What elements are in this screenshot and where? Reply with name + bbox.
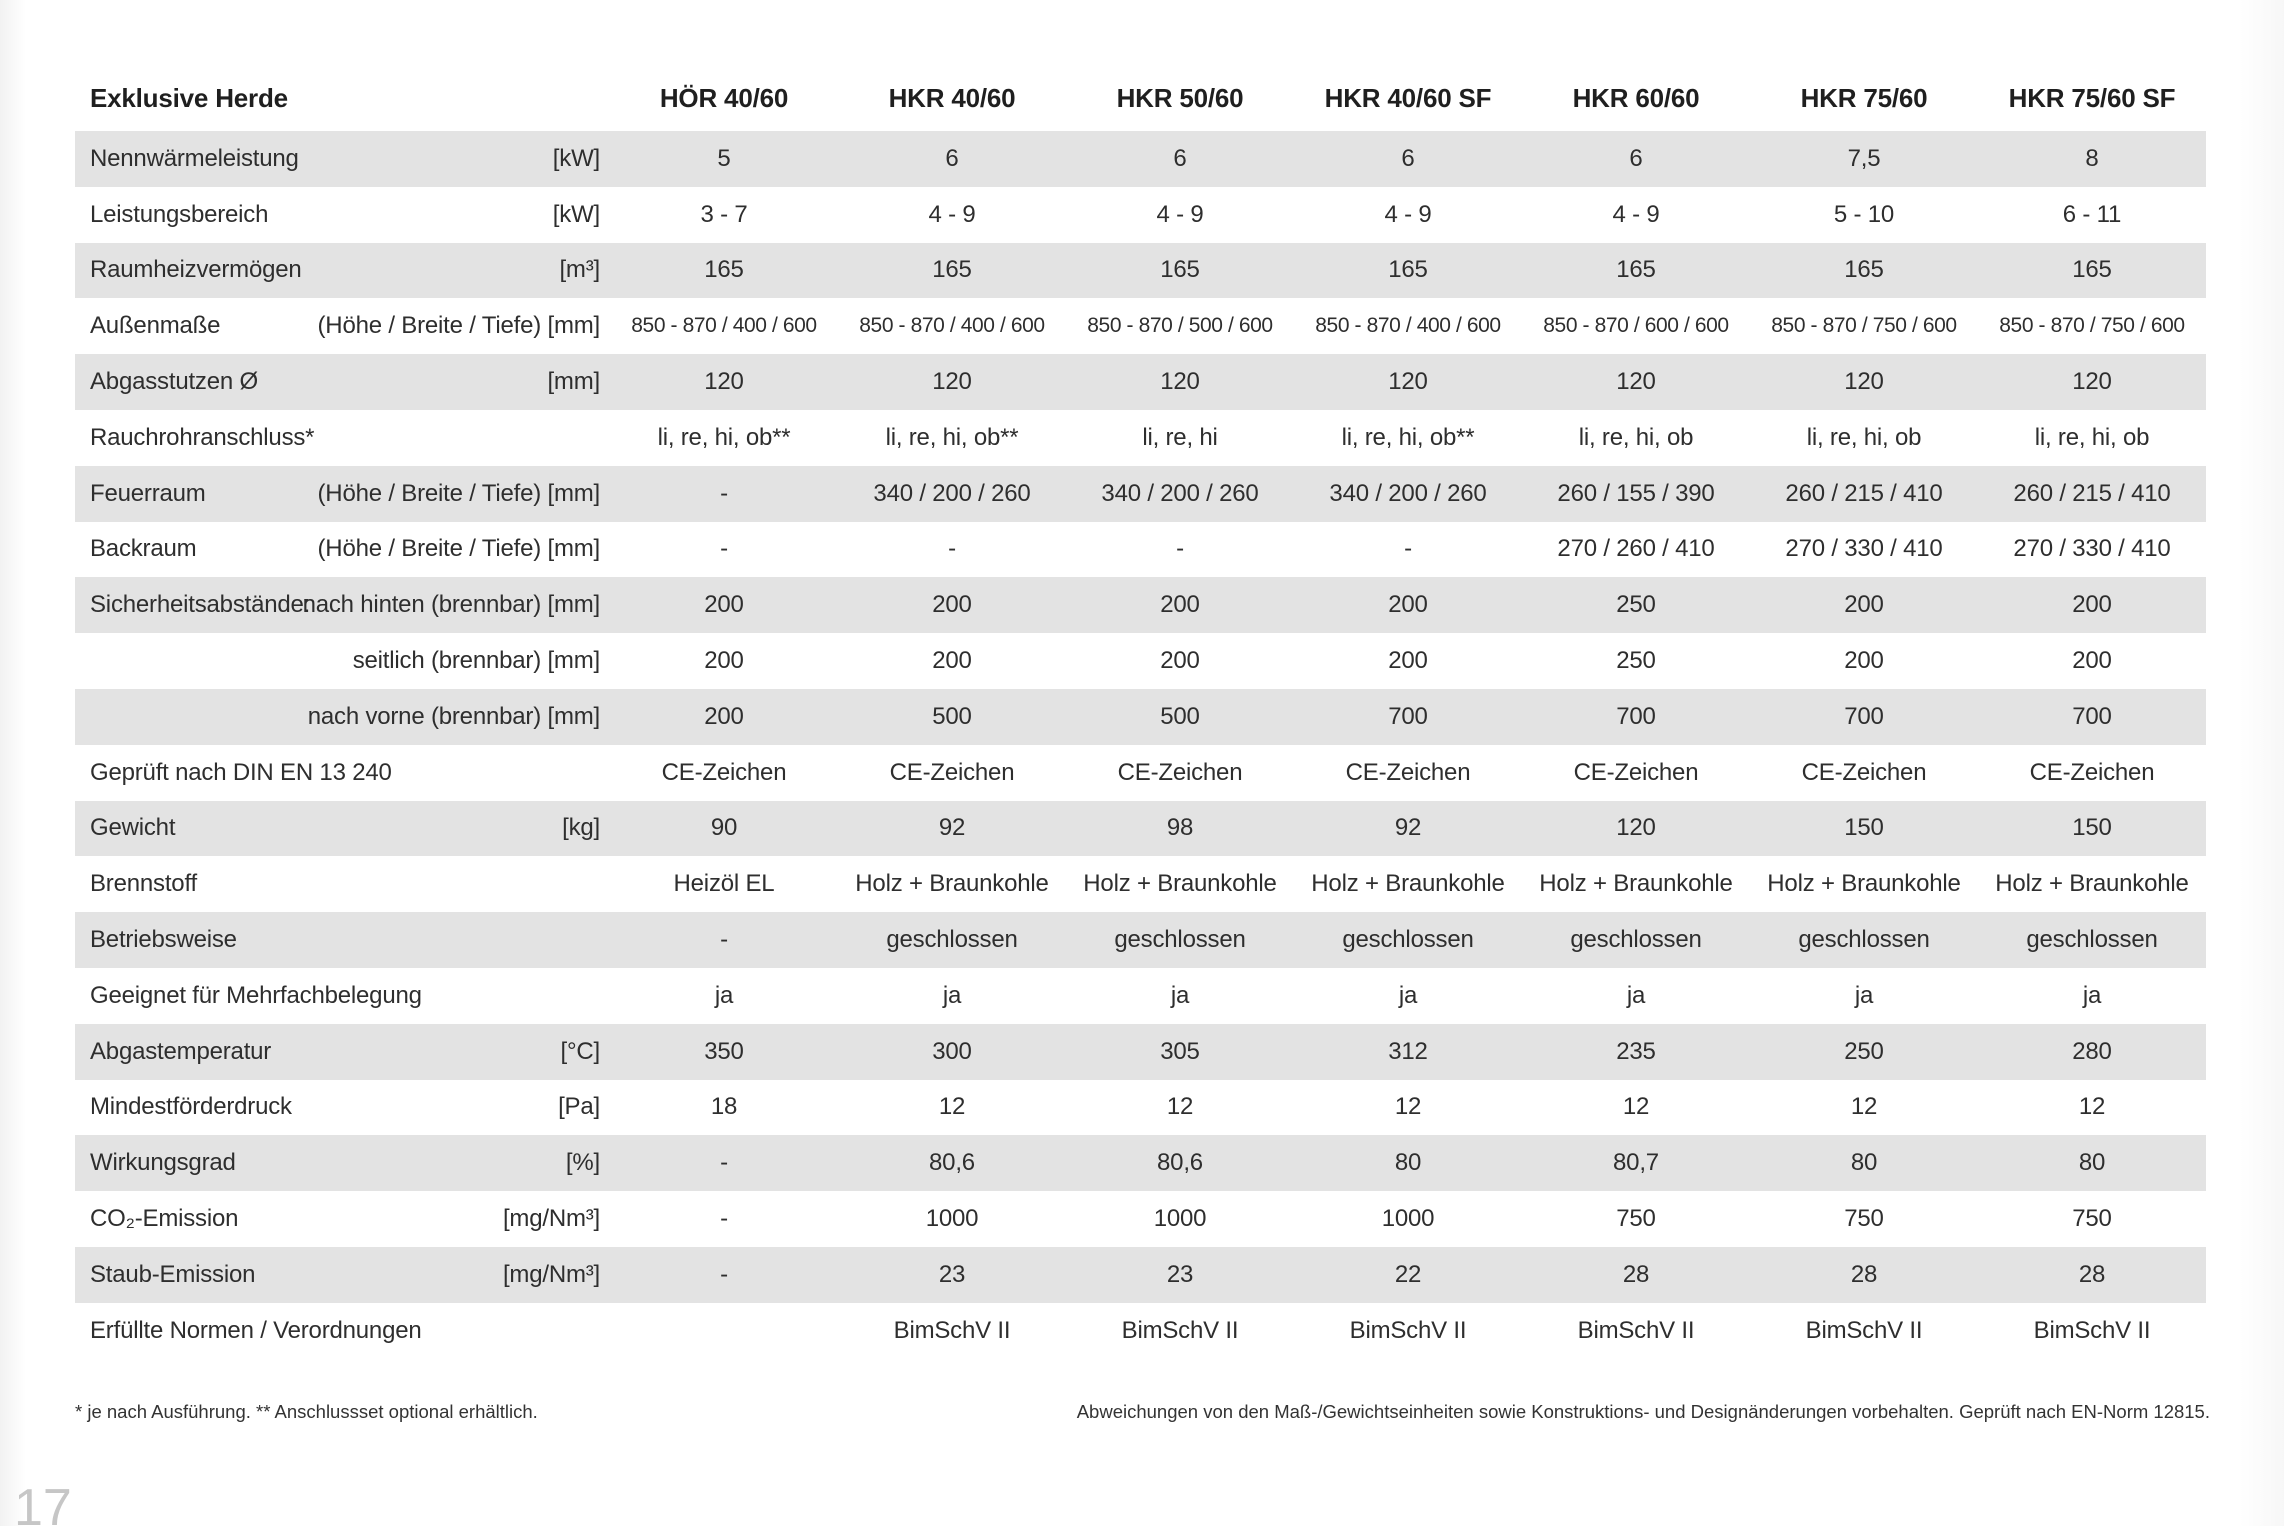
table-row: [75, 745, 2206, 801]
value-cell: 200: [932, 647, 972, 675]
value-cell: 850 - 870 / 750 / 600: [1999, 314, 2185, 338]
value-cell: 165: [1294, 243, 1522, 299]
value-cell: 12: [1394, 1093, 1422, 1121]
value-cell: 340 / 200 / 260: [838, 466, 1066, 522]
table-title: Exklusive Herde: [90, 83, 288, 113]
value-cell: 4 - 9: [1612, 200, 1660, 228]
row-unit: nach hinten (brennbar) [mm]: [302, 591, 600, 619]
value-cell: 260 / 215 / 410: [1750, 466, 1978, 522]
value-cell: 200: [838, 577, 1066, 633]
value-cell: 12: [2078, 1093, 2106, 1121]
value-cell: 312: [1294, 1024, 1522, 1080]
table-row: [75, 1135, 2206, 1191]
row-label: Gewicht: [90, 814, 176, 842]
spec-table: [75, 66, 2206, 1359]
row-label: Raumheizvermögen: [90, 256, 302, 284]
table-row: [75, 1247, 2206, 1303]
value-cell: 28: [1750, 1247, 1978, 1303]
value-cell: 270 / 330 / 410: [1785, 535, 1943, 563]
value-cell: geschlossen: [1294, 912, 1522, 968]
row-label-cell: [75, 689, 610, 745]
value-cell: 5 - 10: [1833, 200, 1895, 228]
value-cell: 500: [1066, 689, 1294, 745]
value-cell: 6: [1522, 131, 1750, 187]
value-cell: 6: [1066, 131, 1294, 187]
value-cell: 260 / 155 / 390: [1522, 466, 1750, 522]
value-cell: 120: [1294, 354, 1522, 410]
row-label-cell: [75, 1024, 610, 1080]
value-cell: 850 - 870 / 750 / 600: [1771, 314, 1957, 338]
value-cell: 750: [1844, 1205, 1884, 1233]
value-cell: ja: [942, 981, 962, 1009]
value-cell: 200: [1160, 647, 1200, 675]
value-cell: 22: [1294, 1247, 1522, 1303]
value-cell: 4 - 9: [1156, 200, 1204, 228]
value-cell: 305: [1066, 1024, 1294, 1080]
value-cell: ja: [2082, 981, 2102, 1009]
table-row: [75, 577, 2206, 633]
row-label: Außenmaße: [90, 312, 221, 340]
row-label: Mindestförderdruck: [90, 1093, 292, 1121]
value-cell: 700: [1294, 689, 1522, 745]
value-cell: geschlossen: [838, 912, 1066, 968]
row-label: Leistungsbereich: [90, 200, 269, 228]
row-unit: seitlich (brennbar) [mm]: [352, 647, 600, 675]
value-cell: 165: [1522, 243, 1750, 299]
value-cell: 18: [710, 1093, 738, 1121]
value-cell: 200: [2072, 647, 2112, 675]
value-cell: li, re, hi, ob**: [657, 423, 791, 451]
row-unit: [%]: [565, 1149, 600, 1177]
value-cell: 4 - 9: [928, 200, 976, 228]
value-cell: 700: [1978, 689, 2206, 745]
value-cell: ja: [714, 981, 734, 1009]
value-cell: geschlossen: [1750, 912, 1978, 968]
value-cell: 1000: [925, 1205, 979, 1233]
value-cell: -: [720, 535, 728, 563]
value-cell: -: [610, 1135, 838, 1191]
table-row: [75, 243, 2206, 299]
value-cell: li, re, hi, ob: [2034, 423, 2150, 451]
value-cell: 80,6: [1066, 1135, 1294, 1191]
value-cell: 6 - 11: [2062, 200, 2122, 228]
value-cell: BimSchV II: [2033, 1316, 2151, 1344]
table-row: [75, 633, 2206, 689]
value-cell: 80,6: [838, 1135, 1066, 1191]
value-cell: 700: [1750, 689, 1978, 745]
value-cell: li, re, hi, ob**: [885, 423, 1019, 451]
value-cell: 12: [938, 1093, 966, 1121]
row-unit: [kg]: [562, 814, 600, 842]
row-label-cell: [75, 633, 610, 689]
value-cell: -: [610, 466, 838, 522]
spec-table-container: [75, 66, 2206, 1359]
row-unit: [m³]: [559, 256, 600, 284]
value-cell: 280: [1978, 1024, 2206, 1080]
row-label: Betriebsweise: [90, 926, 237, 954]
value-cell: CE-Zeichen: [1573, 758, 1699, 786]
row-label: Nennwärmeleistung: [90, 144, 299, 172]
value-cell: 500: [838, 689, 1066, 745]
value-cell: -: [1404, 535, 1412, 563]
value-cell: 80: [1750, 1135, 1978, 1191]
value-cell: 165: [1066, 243, 1294, 299]
row-label-cell: [75, 1135, 610, 1191]
table-row: [75, 689, 2206, 745]
value-cell: CE-Zeichen: [661, 758, 787, 786]
value-cell: -: [610, 912, 838, 968]
value-cell: geschlossen: [1978, 912, 2206, 968]
value-cell: 12: [1850, 1093, 1878, 1121]
value-cell: 120: [1522, 354, 1750, 410]
table-row: [75, 1303, 2206, 1359]
row-label: Erfüllte Normen / Verordnungen: [90, 1316, 422, 1344]
table-row: [75, 1191, 2206, 1247]
value-cell: 850 - 870 / 400 / 600: [1315, 314, 1501, 338]
row-label-cell: [75, 1247, 610, 1303]
row-label-cell: [75, 410, 610, 466]
value-cell: geschlossen: [1066, 912, 1294, 968]
row-label: CO₂-Emission: [90, 1205, 239, 1233]
value-cell: 165: [1978, 243, 2206, 299]
table-row: [75, 1024, 2206, 1080]
value-cell: Holz + Braunkohle: [1311, 870, 1505, 898]
table-row: [75, 131, 2206, 187]
value-cell: 80,7: [1522, 1135, 1750, 1191]
value-cell: ja: [1854, 981, 1874, 1009]
table-row: [75, 187, 2206, 243]
value-cell: 200: [1066, 577, 1294, 633]
value-cell: Holz + Braunkohle: [1995, 870, 2189, 898]
value-cell: 200: [1750, 577, 1978, 633]
value-cell: 200: [704, 647, 744, 675]
row-label-cell: [75, 968, 610, 1024]
row-label: Wirkungsgrad: [90, 1149, 236, 1177]
row-label: Geeignet für Mehrfachbelegung: [90, 981, 422, 1009]
value-cell: 92: [838, 801, 1066, 857]
footnote-right: Abweichungen von den Maß-/Gewichtseinheiten sowie Konstruktions- und Designänderungen vorbehalten. Geprüft nach EN-Norm 12815.: [1076, 1401, 2210, 1422]
table-row: [75, 912, 2206, 968]
value-cell: Holz + Braunkohle: [855, 870, 1049, 898]
value-cell: -: [1176, 535, 1184, 563]
value-cell: 7,5: [1750, 131, 1978, 187]
table-row: [75, 410, 2206, 466]
value-cell: 120: [1066, 354, 1294, 410]
row-unit: (Höhe / Breite / Tiefe) [mm]: [317, 535, 600, 563]
value-cell: BimSchV II: [893, 1316, 1011, 1344]
row-unit: [Pa]: [558, 1093, 600, 1121]
value-cell: 200: [1294, 577, 1522, 633]
row-label-cell: [75, 577, 610, 633]
value-cell: 270 / 260 / 410: [1557, 535, 1715, 563]
value-cell: 165: [1750, 243, 1978, 299]
value-cell: CE-Zeichen: [1801, 758, 1927, 786]
row-label: Abgastemperatur: [90, 1037, 272, 1065]
value-cell: 98: [1066, 801, 1294, 857]
value-cell: 200: [1844, 647, 1884, 675]
value-cell: 1000: [1381, 1205, 1435, 1233]
row-label: Brennstoff: [90, 870, 197, 898]
value-cell: 8: [1978, 131, 2206, 187]
value-cell: ja: [1170, 981, 1190, 1009]
value-cell: 6: [838, 131, 1066, 187]
row-unit: [mm]: [547, 368, 600, 396]
row-label-cell: [75, 187, 610, 243]
row-label: Staub-Emission: [90, 1260, 256, 1288]
value-cell: 200: [610, 689, 838, 745]
value-cell: 250: [1616, 647, 1656, 675]
model-header: HKR 75/60: [1800, 83, 1928, 113]
value-cell: 850 - 870 / 600 / 600: [1543, 314, 1729, 338]
value-cell: 350: [610, 1024, 838, 1080]
value-cell: 80: [1294, 1135, 1522, 1191]
row-label-cell: [75, 1080, 610, 1136]
value-cell: 340 / 200 / 260: [1066, 466, 1294, 522]
value-cell: 750: [1616, 1205, 1656, 1233]
value-cell: 90: [610, 801, 838, 857]
value-cell: 120: [1978, 354, 2206, 410]
value-cell: 92: [1294, 801, 1522, 857]
value-cell: li, re, hi, ob: [1806, 423, 1922, 451]
row-label-cell: [75, 522, 610, 578]
value-cell: BimSchV II: [1577, 1316, 1695, 1344]
value-cell: Holz + Braunkohle: [1539, 870, 1733, 898]
row-label-cell: [75, 745, 610, 801]
value-cell: 23: [1066, 1247, 1294, 1303]
value-cell: 150: [1750, 801, 1978, 857]
value-cell: 4 - 9: [1384, 200, 1432, 228]
value-cell: li, re, hi, ob: [1578, 423, 1694, 451]
value-cell: BimSchV II: [1349, 1316, 1467, 1344]
row-unit: (Höhe / Breite / Tiefe) [mm]: [317, 479, 600, 507]
table-row: [75, 801, 2206, 857]
value-cell: 200: [610, 577, 838, 633]
value-cell: BimSchV II: [1805, 1316, 1923, 1344]
spec-table-body: [75, 131, 2206, 1359]
row-label: Abgasstutzen Ø: [90, 368, 258, 396]
value-cell: CE-Zeichen: [1345, 758, 1471, 786]
value-cell: CE-Zeichen: [2029, 758, 2155, 786]
row-label-cell: [75, 466, 610, 522]
row-unit: (Höhe / Breite / Tiefe) [mm]: [317, 312, 600, 340]
model-header: HÖR 40/60: [659, 83, 789, 113]
row-label-cell: [75, 131, 610, 187]
value-cell: li, re, hi: [1142, 423, 1218, 451]
row-label: Geprüft nach DIN EN 13 240: [90, 758, 392, 786]
value-cell: 250: [1750, 1024, 1978, 1080]
value-cell: CE-Zeichen: [1117, 758, 1243, 786]
value-cell: -: [610, 1247, 838, 1303]
value-cell: BimSchV II: [1121, 1316, 1239, 1344]
table-row: [75, 522, 2206, 578]
row-label-cell: [75, 1303, 610, 1359]
value-cell: 120: [1522, 801, 1750, 857]
value-cell: 270 / 330 / 410: [2013, 535, 2171, 563]
row-label: Feuerraum: [90, 479, 206, 507]
value-cell: Heizöl EL: [673, 870, 775, 898]
row-label-cell: [75, 912, 610, 968]
row-unit: [mg/Nm³]: [502, 1260, 600, 1288]
value-cell: 28: [1522, 1247, 1750, 1303]
row-unit: [mg/Nm³]: [502, 1205, 600, 1233]
model-header: HKR 50/60: [1116, 83, 1244, 113]
value-cell: 235: [1522, 1024, 1750, 1080]
value-cell: 340 / 200 / 260: [1294, 466, 1522, 522]
row-unit: [kW]: [552, 144, 600, 172]
value-cell: 250: [1522, 577, 1750, 633]
value-cell: 700: [1522, 689, 1750, 745]
value-cell: Holz + Braunkohle: [1083, 870, 1277, 898]
value-cell: 750: [2072, 1205, 2112, 1233]
value-cell: geschlossen: [1522, 912, 1750, 968]
value-cell: 165: [838, 243, 1066, 299]
value-cell: 120: [1750, 354, 1978, 410]
row-label-cell: [75, 298, 610, 354]
row-label: Rauchrohranschluss*: [90, 423, 315, 451]
row-label-cell: [75, 243, 610, 299]
value-cell: 300: [838, 1024, 1066, 1080]
value-cell: 28: [1978, 1247, 2206, 1303]
value-cell: 3 - 7: [700, 200, 748, 228]
table-row: [75, 856, 2206, 912]
value-cell: ja: [1398, 981, 1418, 1009]
row-label-cell: [75, 801, 610, 857]
value-cell: 12: [1166, 1093, 1194, 1121]
value-cell: -: [948, 535, 956, 563]
value-cell: 1000: [1153, 1205, 1207, 1233]
row-label-cell: [75, 856, 610, 912]
value-cell: 120: [610, 354, 838, 410]
row-label-cell: [75, 1191, 610, 1247]
value-cell: 5: [610, 131, 838, 187]
model-header: HKR 40/60 SF: [1324, 83, 1492, 113]
table-row: [75, 1080, 2206, 1136]
footnote-left: * je nach Ausführung. ** Anschlussset optional erhältlich.: [75, 1401, 538, 1422]
table-row: [75, 466, 2206, 522]
value-cell: 850 - 870 / 400 / 600: [631, 314, 817, 338]
row-label-cell: [75, 354, 610, 410]
value-cell: 12: [1622, 1093, 1650, 1121]
model-header: HKR 60/60: [1572, 83, 1700, 113]
model-header: HKR 40/60: [888, 83, 1016, 113]
value-cell: -: [720, 1205, 728, 1233]
page-number: 17: [14, 1479, 72, 1537]
value-cell: li, re, hi, ob**: [1341, 423, 1475, 451]
row-unit: [kW]: [552, 200, 600, 228]
row-label: Backraum: [90, 535, 197, 563]
row-label: Sicherheitsabstände:: [90, 591, 311, 619]
value-cell: 120: [838, 354, 1066, 410]
value-cell: 200: [1388, 647, 1428, 675]
value-cell: 6: [1294, 131, 1522, 187]
value-cell: 850 - 870 / 400 / 600: [859, 314, 1045, 338]
row-unit: nach vorne (brennbar) [mm]: [307, 702, 600, 730]
value-cell: [610, 1303, 838, 1359]
value-cell: Holz + Braunkohle: [1767, 870, 1961, 898]
table-header-row: [75, 66, 2206, 131]
row-unit: [°C]: [560, 1037, 600, 1065]
value-cell: 23: [838, 1247, 1066, 1303]
model-header: HKR 75/60 SF: [2008, 83, 2176, 113]
table-row: [75, 968, 2206, 1024]
value-cell: 200: [1978, 577, 2206, 633]
table-row: [75, 354, 2206, 410]
value-cell: 165: [610, 243, 838, 299]
value-cell: ja: [1626, 981, 1646, 1009]
value-cell: 150: [1978, 801, 2206, 857]
value-cell: CE-Zeichen: [889, 758, 1015, 786]
table-row: [75, 298, 2206, 354]
value-cell: 260 / 215 / 410: [1978, 466, 2206, 522]
value-cell: 850 - 870 / 500 / 600: [1087, 314, 1273, 338]
value-cell: 80: [1978, 1135, 2206, 1191]
